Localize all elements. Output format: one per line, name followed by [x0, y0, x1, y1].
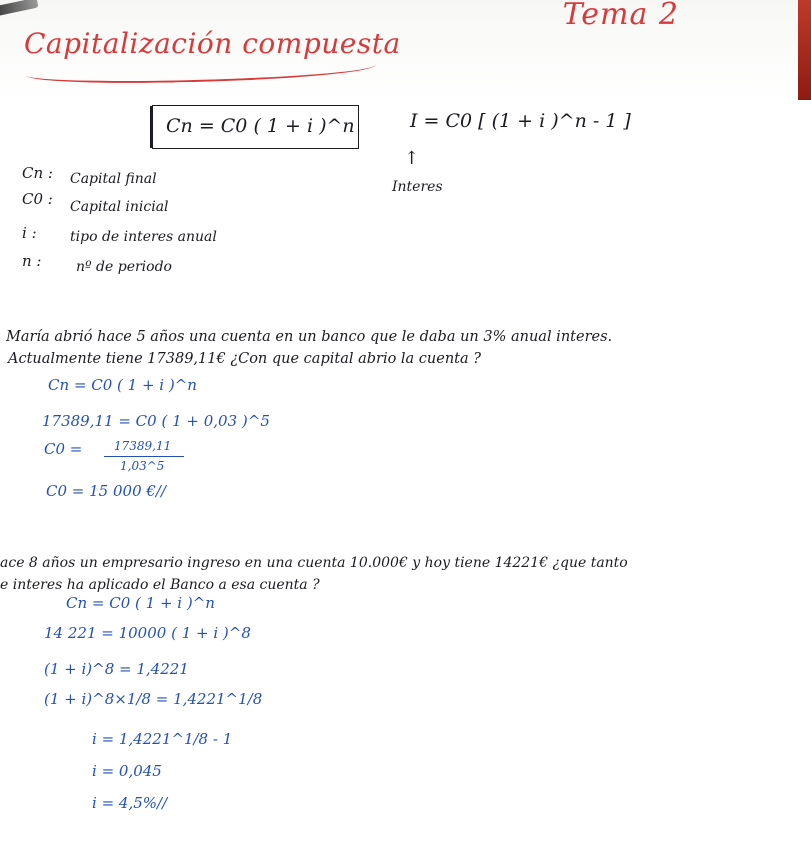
page-title: Capitalización compuesta — [24, 27, 401, 60]
pen-tip — [0, 0, 39, 16]
problem2-result: i = 4,5%// — [92, 794, 168, 812]
fraction-bar — [104, 456, 184, 457]
problem2-step4: (1 + i)^8×1/8 = 1,4221^1/8 — [44, 690, 263, 708]
problem2-step5: i = 1,4221^1/8 - 1 — [92, 730, 233, 748]
definition-text: Capital inicial — [70, 199, 169, 215]
definition-symbol: C0 : — [22, 190, 53, 208]
problem1-line2: Actualmente tiene 17389,11€ ¿Con que capital abrio la cuenta ? — [8, 351, 482, 367]
problem1-result: C0 = 15 000 €// — [46, 482, 167, 500]
main-formula: Cn = C0 ( 1 + i )^n — [166, 115, 355, 137]
definition-symbol: n : — [22, 252, 42, 270]
title-underline — [26, 55, 376, 85]
definition-text: Capital final — [70, 171, 157, 187]
problem2-line1: ace 8 años un empresario ingreso en una cuenta 10.000€ y hoy tiene 14221€ ¿que tanto — [0, 555, 628, 571]
problem2-step3: (1 + i)^8 = 1,4221 — [44, 660, 189, 678]
definition-symbol: i : — [22, 224, 37, 242]
definition-symbol: Cn : — [22, 164, 53, 182]
problem2-step6: i = 0,045 — [92, 762, 162, 780]
topic-heading: Tema 2 — [562, 0, 679, 32]
problem1-step3-denominator: 1,03^5 — [120, 459, 165, 473]
definition-text: tipo de interes anual — [70, 229, 217, 245]
up-arrow-icon: ↑ — [404, 148, 420, 169]
definition-text: nº de periodo — [76, 259, 172, 275]
problem1-line1: María abrió hace 5 años una cuenta en un banco que le daba un 3% anual interes. — [6, 329, 613, 345]
interest-formula: I = C0 [ (1 + i )^n - 1 ] — [410, 110, 631, 132]
page-tab — [798, 0, 811, 100]
problem2-step2: 14 221 = 10000 ( 1 + i )^8 — [44, 624, 251, 642]
problem1-step2: 17389,11 = C0 ( 1 + 0,03 )^5 — [42, 412, 270, 430]
problem1-step1: Cn = C0 ( 1 + i )^n — [48, 376, 197, 394]
problem2-step1: Cn = C0 ( 1 + i )^n — [66, 594, 215, 612]
interest-label: Interes — [392, 179, 443, 195]
problem1-step3-numerator: 17389,11 — [114, 439, 172, 453]
problem1-step3-lhs: C0 = — [44, 440, 83, 458]
problem2-line2: e interes ha aplicado el Banco a esa cuenta ? — [0, 577, 320, 593]
